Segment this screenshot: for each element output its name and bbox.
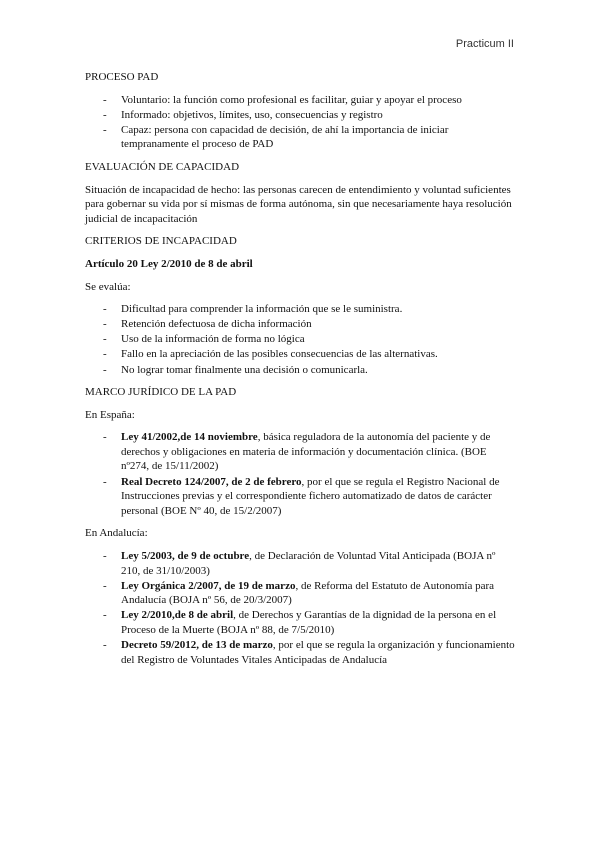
law-name: Ley 2/2010,de 8 de abril [121, 609, 234, 622]
law-description: , por el que se regula la organización y funcionamiento del Registro de Voluntades Vitales Anticipadas de Andalucía [121, 639, 515, 666]
espana-list [85, 430, 517, 518]
criterios-law-title: Artículo 20 Ley 2/2010 de 8 de abril [85, 257, 253, 270]
law-description: , de Reforma del Estatuto de Autonomía para Andalucía (BOJA nº 56, de 20/3/2007) [121, 579, 495, 607]
list-item [85, 638, 517, 667]
section-heading-marco: MARCO JURÍDICO DE LA PAD [85, 386, 237, 399]
law-description: , de Derechos y Garantías de la dignidad de la persona en el Proceso de la Muerte (BOJA nº 88, de 7/5/2010) [121, 609, 497, 636]
list-item: - Uso de la información de forma no lógica [85, 332, 517, 347]
list-item [85, 430, 517, 474]
law-name: Ley Orgánica 2/2007, de 19 de marzo [121, 579, 296, 592]
andalucia-label: En Andalucía: [85, 527, 148, 540]
list-item [85, 579, 517, 608]
list-item: - Dificultad para comprender la información que se le suministra. [85, 302, 517, 317]
law-name: Ley 5/2003, de 9 de octubre [121, 549, 250, 562]
law-description: , por el que se regula el Registro Nacional de Instrucciones previas y el correspondiente fichero automatizado de datos de carácter personal (BOE Nº 40, de 15/2/2007) [121, 475, 500, 517]
list-item: - Fallo en la apreciación de las posibles consecuencias de las alternativas. [85, 347, 517, 362]
law-name: Ley 41/2002,de 14 noviembre [121, 431, 258, 444]
evaluacion-paragraph: Situación de incapacidad de hecho: las personas carecen de entendimiento y voluntad suficientes para gobernar su vida por sí mismas de forma autónoma, sin que necesariamente haya resolución judicial de incapacitación [85, 183, 512, 225]
section-heading-evaluacion: EVALUACIÓN DE CAPACIDAD [85, 160, 240, 173]
espana-label: En España: [85, 408, 135, 421]
list-item [85, 475, 517, 519]
list-item: - Voluntario: la función como profesional es facilitar, guiar y apoyar el proceso [85, 93, 517, 108]
proceso-list [85, 93, 517, 152]
law-name: Decreto 59/2012, de 13 de marzo [121, 639, 273, 651]
section-heading-proceso: PROCESO PAD [85, 71, 159, 83]
list-item: - Retención defectuosa de dicha información [85, 317, 517, 332]
list-item [85, 608, 517, 637]
document-body [85, 70, 517, 675]
section-heading-criterios: CRITERIOS DE INCAPACIDAD [85, 235, 237, 248]
law-description: , básica reguladora de la autonomía del paciente y de derechos y obligaciones en materia de información y documentación clínica. (BOE nº274, de 15/11/2002) [121, 431, 491, 473]
list-item: - No lograr tomar finalmente una decisión o comunicarla. [85, 363, 517, 378]
andalucia-list [85, 549, 517, 667]
page-header: Practicum II [455, 38, 514, 50]
list-item: - Informado: objetivos, límites, uso, consecuencias y registro [85, 108, 517, 123]
law-description: , de Declaración de Voluntad Vital Anticipada (BOJA nº 210, de 31/10/2003) [121, 549, 496, 577]
list-item: - Capaz: persona con capacidad de decisión, de ahí la importancia de iniciar tempranamente el proceso de PAD [85, 123, 517, 152]
criterios-intro: Se evalúa: [85, 280, 131, 293]
criterios-list [85, 302, 517, 377]
list-item [85, 549, 517, 578]
law-name: Real Decreto 124/2007, de 2 de febrero [121, 475, 302, 488]
